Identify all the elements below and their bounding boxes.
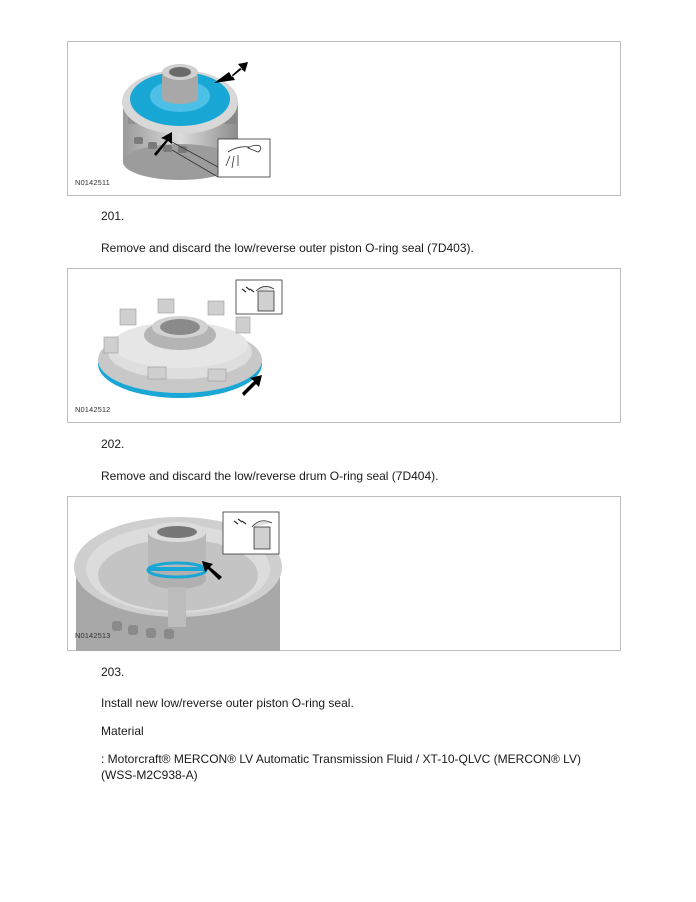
step-text: Install new low/reverse outer piston O-ring seal. [101,696,354,710]
figure-id: N0142511 [75,178,110,187]
step-number: 202. [101,437,125,451]
figure-id: N0142512 [75,405,111,414]
reverse-drum-illustration [68,497,622,652]
step-text: Remove and discard the low/reverse drum O-ring seal (7D404). [101,469,439,483]
material-line-1: : Motorcraft® MERCON® LV Automatic Transmission Fluid / XT-10-QLVC (MERCON® LV) [101,752,581,766]
step-number: 203. [101,665,125,679]
arrow-icon [214,62,248,83]
outer-piston-illustration [68,269,622,424]
step-text: Remove and discard the low/reverse outer piston O-ring seal (7D403). [101,241,474,255]
material-heading: Material [101,724,144,738]
step-number: 201. [101,209,125,223]
figure-id: N0142513 [75,631,111,640]
figure-3 [67,496,621,651]
piston-seal-illustration [68,42,622,197]
figure-1 [67,41,621,196]
material-line-2: (WSS-M2C938-A) [101,768,198,782]
figure-2 [67,268,621,423]
